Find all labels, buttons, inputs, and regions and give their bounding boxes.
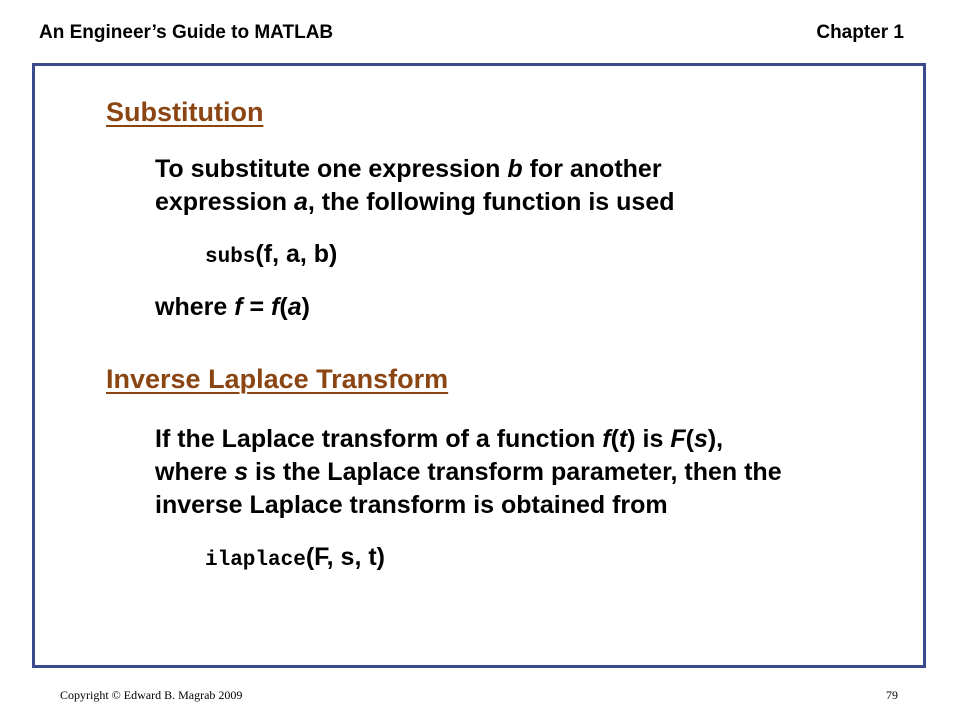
chapter-label: Chapter 1 xyxy=(816,22,904,43)
header-title: An Engineer’s Guide to MATLAB xyxy=(39,22,334,43)
substitution-description: To substitute one expression b for another expression a, the following function is used xyxy=(155,155,675,216)
heading-substitution: Substitution xyxy=(106,97,264,127)
ilaplace-syntax: ilaplace(F, s, t) xyxy=(205,543,385,572)
copyright-notice: Copyright © Edward B. Magrab 2009 xyxy=(60,688,243,702)
inverse-laplace-description: If the Laplace transform of a function f(t) is F(s), where s is the Laplace transform parameter, then the inverse Laplace transform is obtained from xyxy=(155,425,782,519)
where-clause: where f = f(a) xyxy=(155,293,310,321)
page-number: 79 xyxy=(886,688,898,702)
heading-inverse-laplace: Inverse Laplace Transform xyxy=(106,364,449,394)
subs-syntax: subs(f, a, b) xyxy=(205,240,338,269)
